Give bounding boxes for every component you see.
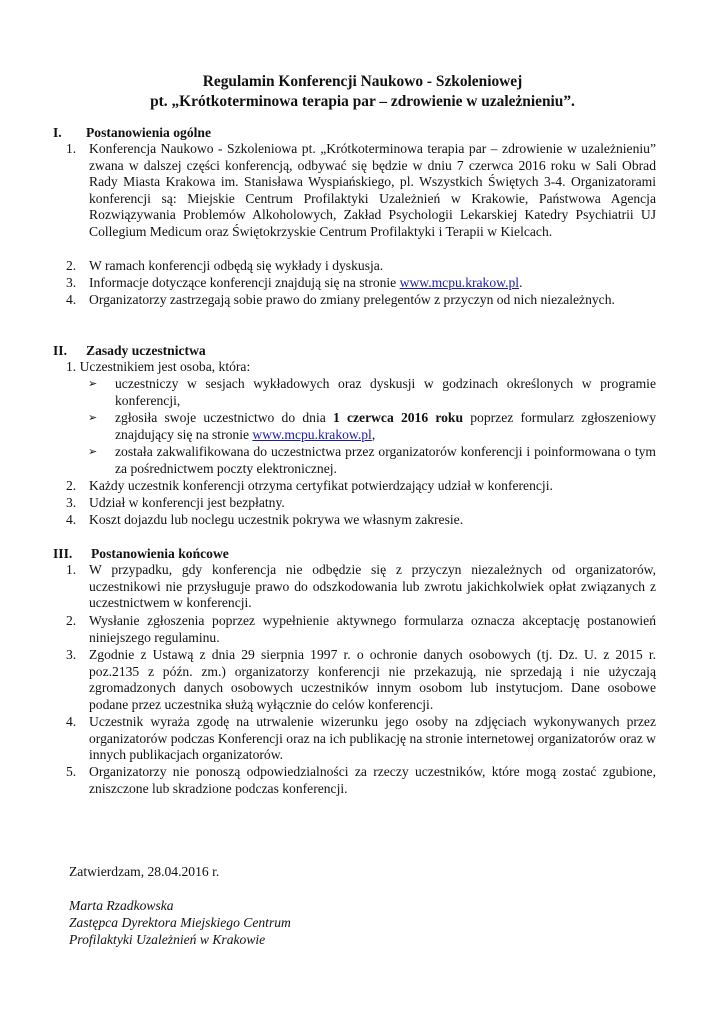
section-3-item-1: 1. W przypadku, gdy konferencja nie odbędzie się z przyczyn niezależnych od organizatorów, uczestnikowi nie przysługuje prawo do odszkodowania lub zwrotu jakichkolwiek opłat związanych z uczestnictwem w konferencji. [66, 562, 656, 611]
signatory-title-line-2: Profilaktyki Uzależnień w Krakowie [69, 932, 266, 947]
section-numeral: II. [53, 343, 67, 358]
document-title [60, 72, 665, 111]
section-numeral: III. [53, 546, 73, 561]
website-link[interactable]: www.mcpu.krakow.pl [399, 275, 520, 290]
section-1-item-4: 4. Organizatorzy zastrzegają sobie prawo do zmiany prelegentów z przyczyn od nich niezależnych. [66, 292, 615, 307]
section-3-item-4: 4. Uczestnik wyraża zgodę na utrwalenie wizerunku jego osoby na zdjęciach wykonywanych przez organizatorów podczas Konferencji oraz na ich publikację na stronie internetowej organizatorów oraz w innych publikacjach organizatorów. [66, 714, 656, 763]
section-1-item-1: 1. Konferencja Naukowo - Szkoleniowa pt. „Krótkoterminowa terapia par – zdrowienie w uzależnieniu” zwana w dalszej części konferencją, odbywać się będzie w dniu 7 czerwca 2016 roku w Sali Obrad Rady Miasta Krakowa im. Stanisława Wyspiańskiego, pl. Wszystkich Świętych 3-4. Organizatorami konferencji są: Miejskie Centrum Profilaktyki Uzależnień w Krakowie, Państwowa Agencja Rozwiązywania Problemów Alkoholowych, Zakład Psychologii Lekarskiej Katedry Psychiatrii UJ Collegium Medicum oraz Świętokrzyskie Centrum Profilaktyki i Terapii w Kielcach. [66, 141, 656, 239]
section-3-item-5: 5. Organizatorzy nie ponoszą odpowiedzialności za rzeczy uczestników, które mogą zostać zgubione, zniszczone lub skradzione podczas konferencji. [66, 764, 656, 796]
section-title: Postanowienia końcowe [91, 546, 229, 561]
bullet-item: ➢ zgłosiła swoje uczestnictwo do dnia 1 czerwca 2016 roku poprzez formularz zgłoszeniowy znajdujący się na stronie www.mcpu.krakow.pl, [88, 410, 657, 442]
section-2-item-2: 2. Każdy uczestnik konferencji otrzyma certyfikat potwierdzający udział w konferencji. [66, 478, 553, 493]
section-2-item-3: 3. Udział w konferencji jest bezpłatny. [66, 495, 285, 510]
approval-line: Zatwierdzam, 28.04.2016 r. [69, 864, 220, 879]
title-line-2: pt. „Krótkoterminowa terapia par – zdrowienie w uzależnieniu”. [150, 92, 575, 110]
arrow-bullet-icon: ➢ [88, 377, 98, 390]
section-1-item-2: 2. W ramach konferencji odbędą się wykłady i dyskusja. [66, 258, 384, 273]
section-title: Zasady uczestnictwa [86, 343, 206, 358]
website-link[interactable]: www.mcpu.krakow.pl [252, 426, 372, 442]
bullet-item: ➢ uczestniczy w sesjach wykładowych oraz dyskusji w godzinach określonych w programie konferencji, [88, 376, 656, 408]
signatory-name: Marta Rzadkowska [69, 898, 174, 913]
title-line-1: Regulamin Konferencji Naukowo - Szkoleniowej [202, 73, 523, 90]
bullet-item: ➢ została zakwalifikowana do uczestnictwa przez organizatorów konferencji i poinformowana o tym za pośrednictwem poczty elektronicznej. [88, 444, 656, 476]
signatory-title-line-1: Zastępca Dyrektora Miejskiego Centrum [69, 915, 291, 930]
arrow-bullet-icon: ➢ [88, 411, 98, 424]
section-title: Postanowienia ogólne [86, 125, 211, 140]
section-2-intro: 1. Uczestnikiem jest osoba, która: [66, 359, 251, 374]
arrow-bullet-icon: ➢ [88, 445, 98, 458]
section-1-item-3: 3. Informacje dotyczące konferencji znajdują się na stronie www.mcpu.krakow.pl. [66, 275, 523, 290]
section-3-item-2: 2. Wysłanie zgłoszenia poprzez wypełnienie aktywnego formularza oznacza akceptację postanowień niniejszego regulaminu. [66, 613, 656, 645]
section-numeral: I. [53, 125, 62, 140]
section-2-item-4: 4. Koszt dojazdu lub noclegu uczestnik pokrywa we własnym zakresie. [66, 512, 464, 527]
section-3-item-3: 3. Zgodnie z Ustawą z dnia 29 sierpnia 1997 r. o ochronie danych osobowych (tj. Dz. U. z 2015 r. poz.2135 z późn. zm.) organizatorzy konferencji nie przekazują, nie sprzedają i nie użyczają zgromadzonych danych osobowych uczestników innym osobom lub instytucjom. Dane osobowe podane przez uczestnika służą wyłącznie do celów konferencji. [66, 647, 656, 712]
